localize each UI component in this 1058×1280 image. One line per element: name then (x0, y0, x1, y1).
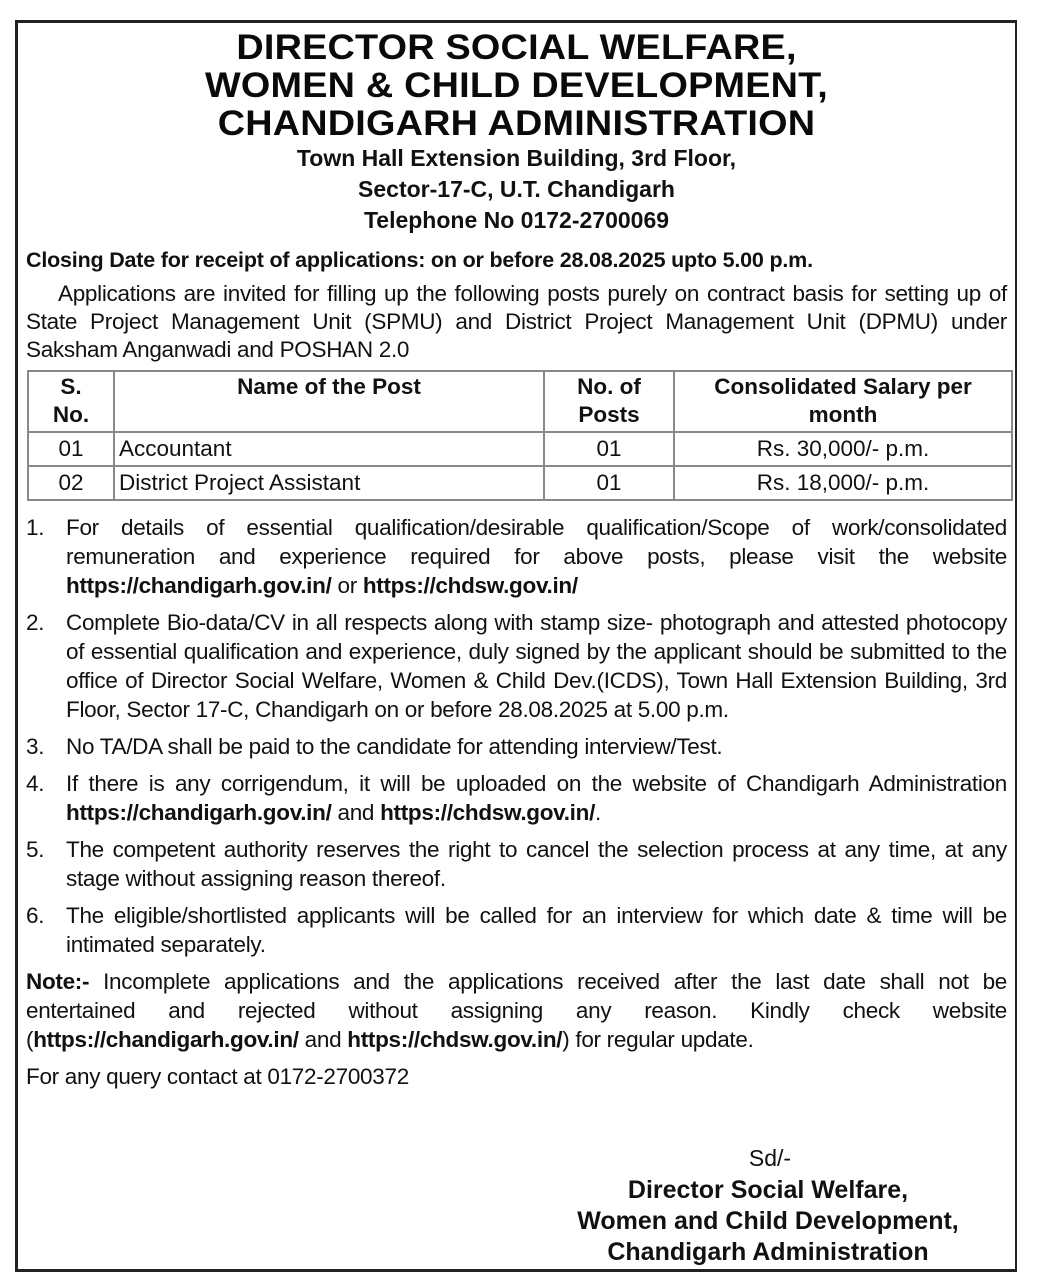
instruction-item (26, 901, 1007, 959)
website-link-chdsw[interactable]: https://chdsw.gov.in/ (380, 800, 596, 825)
instruction-item (26, 513, 1007, 600)
query-contact: For any query contact at 0172-2700372 (26, 1064, 409, 1089)
website-link-chdsw[interactable]: https://chdsw.gov.in/ (347, 1027, 563, 1052)
item-text: and (331, 800, 381, 825)
advertisement-frame (15, 20, 1017, 1272)
item-number: 5. (26, 837, 45, 862)
item-number: 2. (26, 610, 45, 635)
cell-no-of-posts: 01 (544, 466, 674, 500)
item-text: . (595, 800, 601, 825)
header-salary (674, 371, 1012, 432)
address-line: Town Hall Extension Building, 3rd Floor, (296, 145, 737, 171)
instruction-item (26, 835, 1007, 893)
instruction-item (26, 608, 1007, 724)
address-line: Sector-17-C, U.T. Chandigarh (358, 176, 675, 202)
header-posts-line1: No. of (577, 374, 641, 399)
note-text: Incomplete applications and the applications received after the last date shall not be entertained and rejected without assigning any reason. Kindly check website ( (26, 969, 1007, 1052)
cell-sno: 01 (28, 432, 114, 466)
cell-salary: Rs. 18,000/- p.m. (674, 466, 1012, 500)
signatory-line: Director Social Welfare, (627, 1176, 909, 1204)
note-label: Note:- (26, 969, 90, 994)
cell-post-name: Accountant (114, 432, 544, 466)
cell-no-of-posts: 01 (544, 432, 674, 466)
header (26, 29, 1007, 236)
header-title-line: CHANDIGARH ADMINISTRATION (217, 104, 816, 143)
item-text: The competent authority reserves the right to cancel the selection process at any time, at any stage without assigning reason thereof. (66, 837, 1007, 891)
header-sno-line1: S. (60, 374, 82, 399)
signature-block (538, 1141, 998, 1268)
closing-date: Closing Date for receipt of applications: on or before 28.08.2025 upto 5.00 p.m. (26, 248, 813, 272)
header-sno-line2: No. (52, 402, 90, 427)
table-row (28, 432, 1012, 466)
header-no-of-posts (544, 371, 674, 432)
item-text: No TA/DA shall be paid to the candidate for attending interview/Test. (66, 734, 723, 759)
header-posts-line2: Posts (578, 402, 640, 427)
table-row (28, 466, 1012, 500)
instruction-item (26, 769, 1007, 827)
telephone-line: Telephone No 0172-2700069 (363, 207, 670, 233)
header-salary-line2: month (808, 402, 878, 427)
note-text: and (298, 1027, 348, 1052)
website-link-chandigarh[interactable]: https://chandigarh.gov.in/ (33, 1027, 299, 1052)
item-text: or (331, 573, 363, 598)
posts-table (27, 370, 1013, 501)
header-salary-line1: Consolidated Salary per (714, 374, 972, 399)
signatory-line: Women and Child Development, (577, 1207, 959, 1235)
item-number: 4. (26, 771, 45, 796)
item-number: 1. (26, 515, 45, 540)
website-link-chdsw[interactable]: https://chdsw.gov.in/ (362, 573, 578, 598)
intro-paragraph (26, 280, 1007, 364)
website-link-chandigarh[interactable]: https://chandigarh.gov.in/ (66, 573, 332, 598)
signature-sd: Sd/- (748, 1145, 792, 1171)
header-title-line: DIRECTOR SOCIAL WELFARE, (236, 28, 797, 67)
cell-post-name: District Project Assistant (114, 466, 544, 500)
note-text: ) for regular update. (562, 1027, 754, 1052)
website-link-chandigarh[interactable]: https://chandigarh.gov.in/ (66, 800, 332, 825)
item-number: 3. (26, 734, 45, 759)
cell-sno: 02 (28, 466, 114, 500)
signatory-line: Chandigarh Administration (607, 1238, 929, 1266)
header-sno (28, 371, 114, 432)
item-text: The eligible/shortlisted applicants will be called for an interview for which date & time will be intimated separately. (66, 903, 1007, 957)
header-title-line: WOMEN & CHILD DEVELOPMENT, (204, 66, 829, 105)
advertisement-body (26, 23, 1007, 1091)
table-header-row (28, 371, 1012, 432)
instructions-list (26, 513, 1007, 959)
instruction-item (26, 732, 1007, 761)
item-number: 6. (26, 903, 45, 928)
item-text: For details of essential qualification/desirable qualification/Scope of work/consolidated remuneration and experience required for above posts, please visit the website (66, 515, 1007, 569)
note-paragraph (26, 967, 1007, 1054)
cell-salary: Rs. 30,000/- p.m. (674, 432, 1012, 466)
header-post-name: Name of the Post (114, 371, 544, 432)
intro-text: Applications are invited for filling up the following posts purely on contract basis for setting up of State Project Management Unit (SPMU) and District Project Management Unit (DPMU) under Saksham Anganwadi and POSHAN 2.0 (26, 281, 1007, 362)
item-text: Complete Bio-data/CV in all respects along with stamp size- photograph and attested photocopy of essential qualification and experience, duly signed by the applicant should be submitted to the office of Director Social Welfare, Women & Child Dev.(ICDS), Town Hall Extension Building, 3rd Floor, Sector 17-C, Chandigarh on or before 28.08.2025 at 5.00 p.m. (66, 610, 1007, 722)
item-text: If there is any corrigendum, it will be uploaded on the website of Chandigarh Administration (66, 771, 1007, 796)
